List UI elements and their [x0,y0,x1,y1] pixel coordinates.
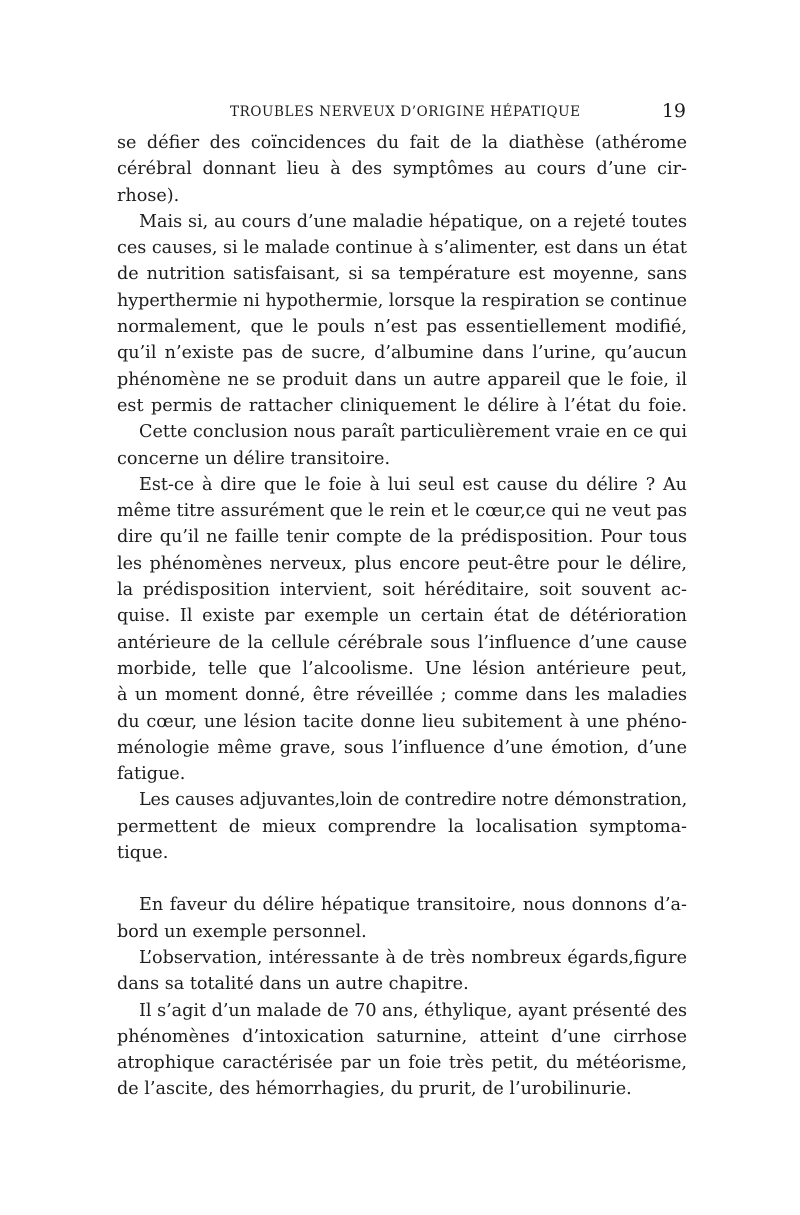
body-text [117,130,687,1103]
text-line: à un moment donné, être réveillée ; comme dans les maladies [117,685,687,706]
text-line: de nutrition satisfaisant, si sa température est moyenne, sans [117,264,687,285]
text-line: normalement, que le pouls n’est pas essentiellement modifié, [117,317,687,338]
text-line: de l’ascite, des hémorrhagies, du prurit, de l’urobilinurie. [117,1079,632,1100]
page-number: 19 [661,100,686,122]
text-line: bord un exemple personnel. [117,921,367,942]
paragraph-first-line: En faveur du délire hépatique transitoire, nous donnons d’a- [139,895,687,916]
text-line: même titre assurément que le rein et le cœur,ce qui ne veut pas [117,501,687,522]
text-line: atrophique caractérisée par un foie très petit, du météorisme, [117,1053,687,1074]
text-line: ménologie même grave, sous l’influence d’une émotion, d’une [117,737,687,758]
running-title: TROUBLES NERVEUX D’ORIGINE HÉPATIQUE [230,104,581,120]
paragraph-first-line: Est-ce à dire que le foie à lui seul est cause du délire ? Au [139,474,687,495]
running-head [118,100,686,124]
text-line: hyperthermie ni hypothermie, lorsque la respiration se continue [117,290,687,311]
text-line: fatigue. [117,764,186,785]
text-line: phénomène ne se produit dans un autre appareil que le foie, il [117,369,687,390]
text-line: tique. [117,843,169,864]
text-line: dire qu’il ne faille tenir compte de la prédisposition. Pour tous [117,527,687,548]
text-line: rhose). [117,185,180,206]
paragraph-first-line: Cette conclusion nous paraît particulièrement vraie en ce qui [139,422,687,443]
text-line: quise. Il existe par exemple un certain état de détérioration [117,606,687,627]
text-line: ces causes, si le malade continue à s’alimenter, est dans un état [117,238,687,259]
paragraph-gap [117,866,687,892]
paragraph-first-line: Mais si, au cours d’une maladie hépatique, on a rejeté toutes [139,211,687,232]
text-line: dans sa totalité dans un autre chapitre. [117,974,469,995]
text-line: les phénomènes nerveux, plus encore peut-être pour le délire, [117,553,687,574]
text-line: la prédisposition intervient, soit héréditaire, soit souvent ac- [117,580,687,601]
text-line: concerne un délire transitoire. [117,448,391,469]
text-line: qu’il n’existe pas de sucre, d’albumine dans l’urine, qu’aucun [117,343,687,364]
text-line: phénomènes d’intoxication saturnine, atteint d’une cirrhose [117,1026,687,1047]
paragraph-first-line: L’observation, intéressante à de très nombreux égards,figure [139,947,687,968]
text-line: permettent de mieux comprendre la localisation symptoma- [117,816,687,837]
text-line: morbide, telle que l’alcoolisme. Une lésion antérieure peut, [117,658,687,679]
paragraph-first-line: Les causes adjuvantes,loin de contredire notre démonstration, [139,790,687,811]
text-line: se défier des coïncidences du fait de la diathèse (athérome [117,133,687,153]
paragraph-first-line: Il s’agit d’un malade de 70 ans, éthylique, ayant présenté des [139,1000,687,1021]
text-line: antérieure de la cellule cérébrale sous l’influence d’une cause [117,632,687,653]
text-line: est permis de rattacher cliniquement le délire à l’état du foie. [117,395,687,416]
text-line: cérébral donnant lieu à des symptômes au cours d’une cir- [117,159,687,180]
text-line: du cœur, une lésion tacite donne lieu subitement à une phéno- [117,711,687,732]
